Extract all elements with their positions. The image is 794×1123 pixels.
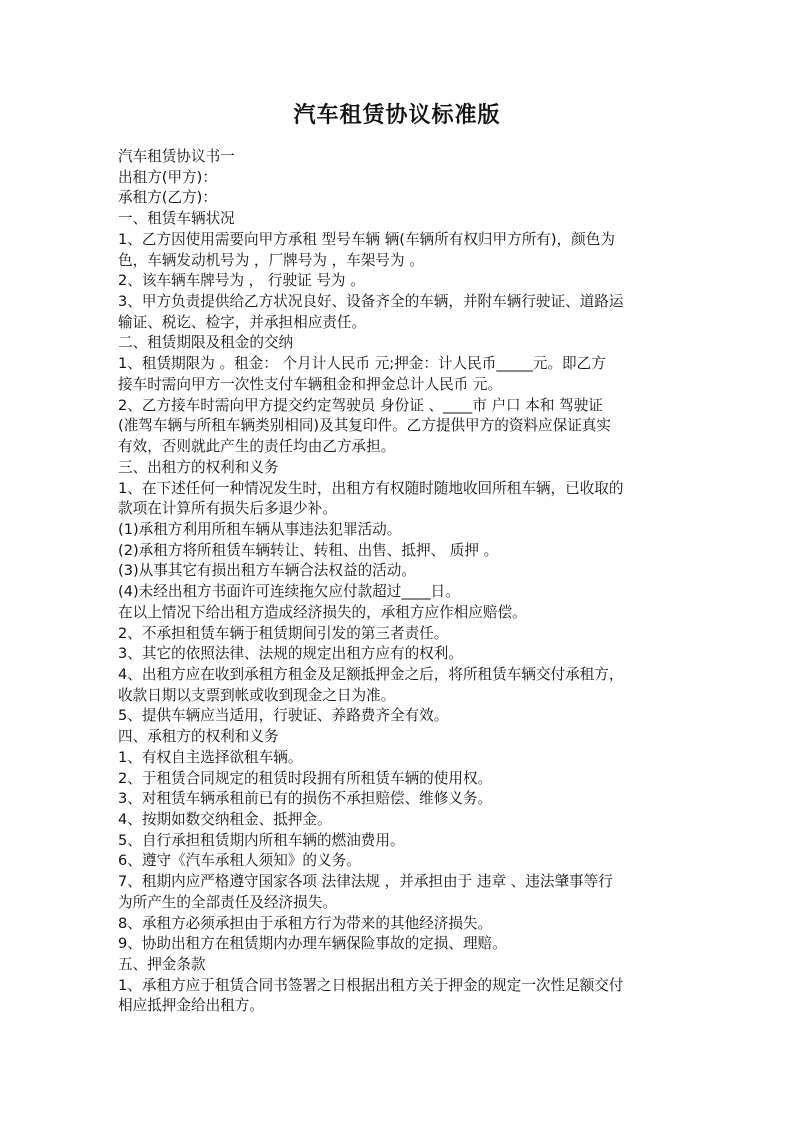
text-line: 5、自行承担租赁期内所租车辆的燃油费用。 — [118, 831, 405, 849]
text-line: 1、在下述任何一种情况发生时，出租方有权随时随地收回所租车辆，已收取的 — [118, 479, 624, 497]
text-line: 四、承租方的权利和义务 — [118, 728, 279, 746]
text-line: 输证、税讫、检字，并承担相应责任。 — [118, 313, 367, 331]
text-line: (3)从事其它有损出租方车辆合法权益的活动。 — [118, 562, 416, 580]
text-line: 4、出租方应在收到承租方租金及足额抵押金之后，将所租赁车辆交付承租方， — [118, 665, 624, 683]
text-line: 9、协助出租方在租赁期内办理车辆保险事故的定损、理赔。 — [118, 935, 507, 953]
text-line: (1)承租方利用所租车辆从事违法犯罪活动。 — [118, 520, 402, 538]
text-line: 三、出租方的权利和义务 — [118, 458, 279, 476]
text-line: 3、对租赁车辆承租前已有的损伤不承担赔偿、维修义务。 — [118, 790, 493, 808]
text-line: 1、乙方因使用需要向甲方承租 型号车辆 辆(车辆所有权归甲方所有)，颜色为 — [118, 230, 615, 248]
text-line: 5、提供车辆应当适用，行驶证、养路费齐全有效。 — [118, 707, 449, 725]
text-line: 2、该车辆车牌号为 ， 行驶证 号为 。 — [118, 272, 365, 290]
text-line: 出租方(甲方)： — [118, 168, 217, 186]
text-line: 1、有权自主选择欲租车辆。 — [118, 748, 303, 766]
text-line: 二、租赁期限及租金的交纳 — [118, 334, 294, 352]
text-line: 一、租赁车辆状况 — [118, 210, 235, 228]
text-line: 1、承租方应于租赁合同书签署之日根据出租方关于押金的规定一次性足额交付 — [118, 976, 624, 994]
text-line: 3、其它的依照法律、法规的规定出租方应有的权利。 — [118, 645, 463, 663]
text-line: 接车时需向甲方一次性支付车辆租金和押金总计人民币 元。 — [118, 375, 503, 393]
text-line: 相应抵押金给出租方。 — [118, 997, 264, 1015]
text-line: 在以上情况下给出租方造成经济损失的，承租方应作相应赔偿。 — [118, 603, 527, 621]
text-line: 承租方(乙方)： — [118, 189, 217, 207]
text-line: 2、乙方接车时需向甲方提交约定驾驶员 身份证 、____市 户口 本和 驾驶证 — [118, 396, 603, 414]
text-line: 款项在计算所有损失后多退少补。 — [118, 500, 337, 518]
text-line: 8、承租方必须承担由于承租方行为带来的其他经济损失。 — [118, 914, 493, 932]
text-line: (准驾车辆与所租车辆类别相同)及其复印件。乙方提供甲方的资料应保证真实 — [118, 417, 611, 435]
text-line: 7、租期内应严格遵守国家各项 法律法规 ，并承担由于 违章 、违法肇事等行 — [118, 873, 613, 891]
text-line: 4、按期如数交纳租金、抵押金。 — [118, 811, 332, 828]
text-line: 1、租赁期限为 。租金： 个月计人民币 元;押金：计人民币_____元。即乙方 — [118, 355, 606, 373]
document-title: 汽车租赁协议标准版 — [293, 102, 501, 128]
text-line: 色，车辆发动机号为 ，厂牌号为 ，车架号为 。 — [118, 251, 424, 269]
text-line: (4)未经出租方书面许可连续拖欠应付款超过____日。 — [118, 583, 460, 601]
text-line: (2)承租方将所租赁车辆转让、转租、出售、抵押、 质押 。 — [118, 541, 499, 559]
text-line: 收款日期以支票到帐或收到现金之日为准。 — [118, 686, 396, 704]
text-line: 有效，否则就此产生的责任均由乙方承担。 — [118, 438, 396, 456]
text-line: 2、不承担租赁车辆于租赁期间引发的第三者责任。 — [118, 624, 449, 642]
text-line: 五、押金条款 — [118, 956, 206, 974]
text-line: 6、遵守《汽车承租人须知》的义务。 — [118, 852, 361, 870]
document-body — [118, 147, 688, 1017]
text-line: 汽车租赁协议书一 — [118, 148, 235, 165]
text-line: 2、于租赁合同规定的租赁时段拥有所租赁车辆的使用权。 — [118, 769, 493, 787]
text-line: 为所产生的全部责任及经济损失。 — [118, 893, 337, 911]
text-line: 3、甲方负责提供给乙方状况良好、设备齐全的车辆，并附车辆行驶证、道路运 — [118, 293, 624, 311]
